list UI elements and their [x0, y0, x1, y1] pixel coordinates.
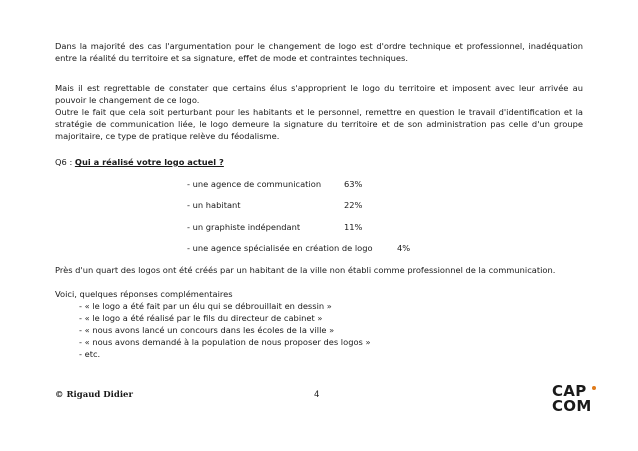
- answer-label: - un habitant: [187, 200, 241, 210]
- answer-label: - un graphiste indépendant: [187, 222, 301, 232]
- logo-accent-dot: [592, 386, 596, 390]
- logo-line-2: COM: [552, 397, 592, 415]
- quote-item: - « nous avons demandé à la population de nous proposer des logos »: [79, 337, 371, 347]
- paragraph-3: Outre le fait que cela soit perturbant pour les habitants et le personnel, remettre en question le travail d'identification et la stratégie de communication liée, le logo demeure la signature du territoire et de son administration pas celle d'un groupe majoritaire, ce type de pratique relève du féodalisme.: [55, 107, 583, 141]
- paragraph-1: Dans la majorité des cas l'argumentation pour le changement de logo est d'ordre technique et professionnel, inadéquation entre la réalité du territoire et sa signature, effet de mode et contraintes techniques.: [55, 41, 583, 63]
- answer-value: 22%: [344, 200, 363, 210]
- quotes-intro: Voici, quelques réponses complémentaires: [55, 289, 233, 299]
- quote-item: - etc.: [79, 349, 101, 359]
- paragraph-2: Mais il est regrettable de constater que certains élus s'approprient le logo du territoire et imposent avec leur arrivée au pouvoir le changement de ce logo.: [55, 83, 583, 105]
- answer-value: 11%: [344, 222, 363, 232]
- logo-line-1: CAP: [552, 382, 587, 400]
- answer-value: 63%: [344, 179, 363, 189]
- answer-label: - une agence de communication: [187, 179, 322, 189]
- question-prefix: Q6 :: [55, 157, 75, 167]
- capcom-logo: [552, 384, 592, 414]
- answer-label: - une agence spécialisée en création de logo: [187, 243, 373, 253]
- answer-value: 4%: [397, 243, 411, 253]
- quote-item: - « le logo a été fait par un élu qui se débrouillait en dessin »: [79, 301, 332, 311]
- page-number: 4: [314, 390, 320, 400]
- question-q6: [55, 156, 224, 168]
- quote-item: - « le logo a été réalisé par le fils du directeur de cabinet »: [79, 313, 323, 323]
- paragraph-after: Près d'un quart des logos ont été créés par un habitant de la ville non établi comme professionnel de la communication.: [55, 265, 556, 275]
- footer-copyright: © Rigaud Didier: [55, 390, 133, 400]
- quote-item: - « nous avons lancé un concours dans les écoles de la ville »: [79, 325, 335, 335]
- question-text: Qui a réalisé votre logo actuel ?: [74, 157, 224, 167]
